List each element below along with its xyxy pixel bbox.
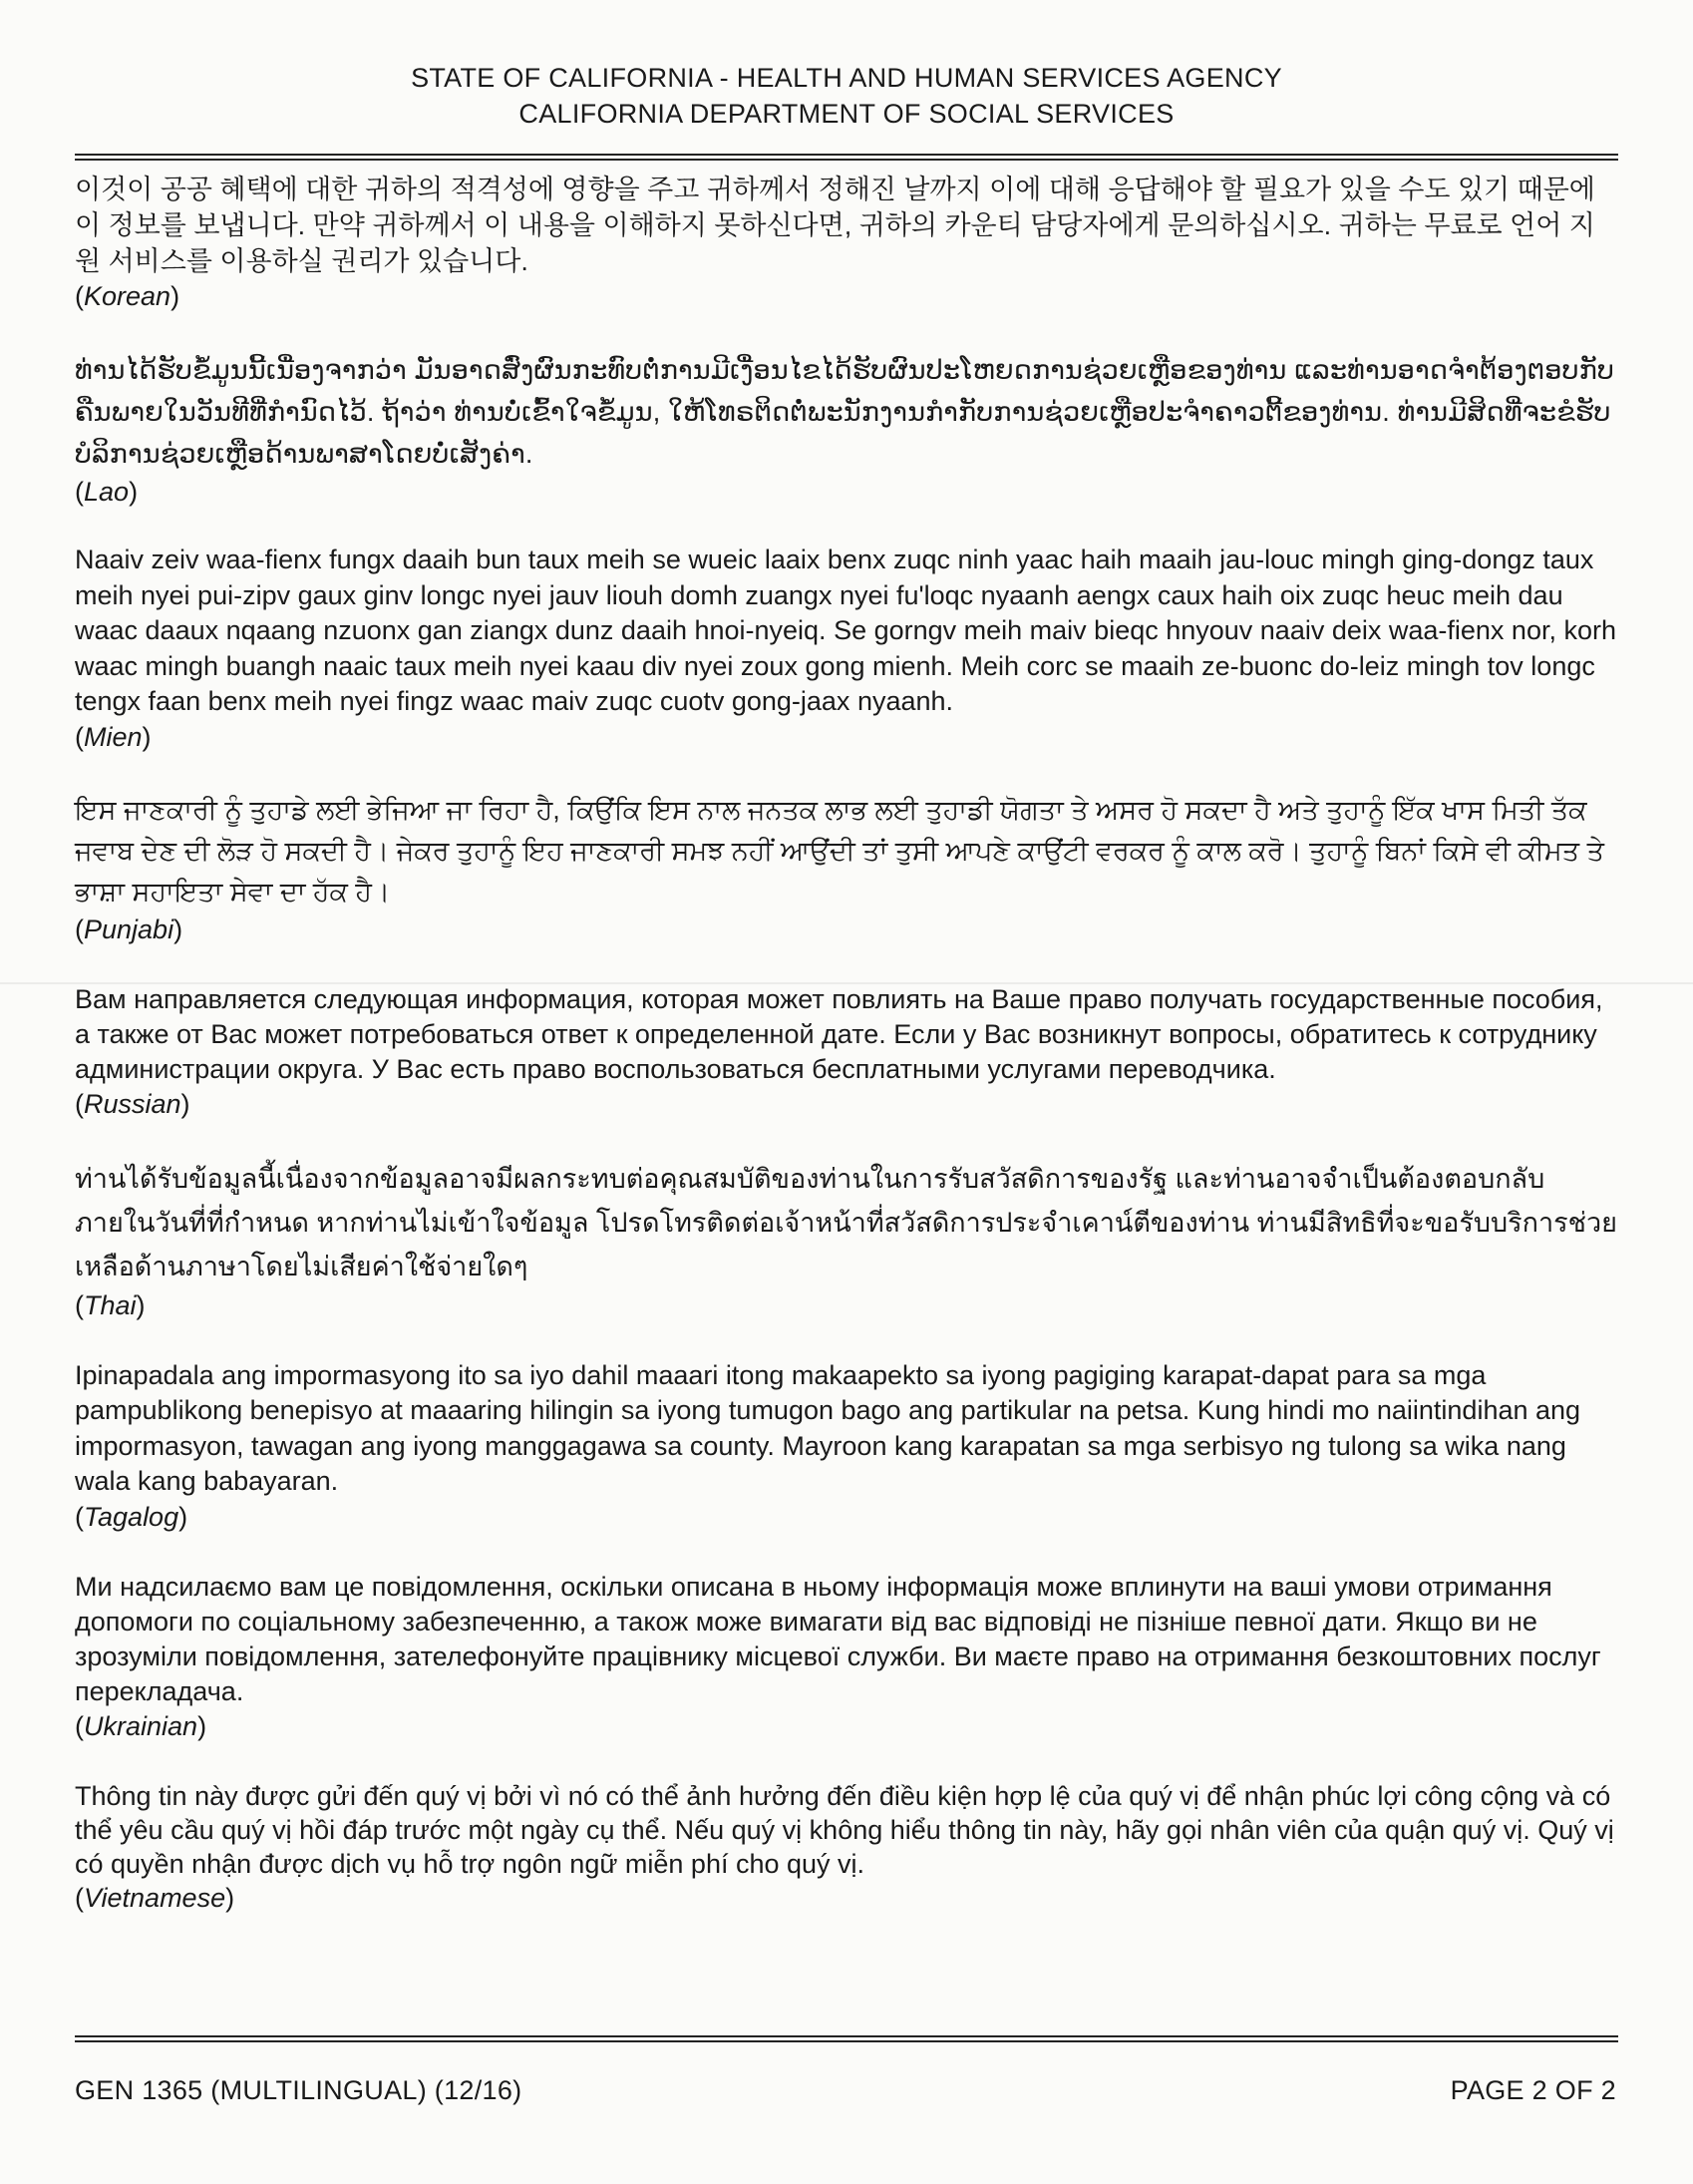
language-label: (Tagalog) (75, 1501, 188, 1532)
language-name: Russian (84, 1088, 181, 1119)
notice-punjabi (75, 790, 1618, 946)
language-name: Lao (84, 477, 130, 507)
language-name: Vietnamese (84, 1882, 226, 1913)
notice-text: Ipinapadala ang impormasyong ito sa iyo dahil maaari itong makaapekto sa iyong pagiging karapat-dapat para sa mga pampublikong benepisyo at maaaring hilingin sa iyong tumugon bago ang partikular na petsa. Kung hindi mo naiintindihan ang impormasyon, tawagan ang iyong manggagawa sa county. Mayroon kang karapatan sa mga serbisyo ng tulong sa wika nang wala kang babayaran. (75, 1359, 1581, 1496)
header-rule-bottom (75, 159, 1618, 161)
footer-rule-bottom (75, 2040, 1618, 2042)
header-agency: STATE OF CALIFORNIA - HEALTH AND HUMAN SERVICES AGENCY (411, 63, 1282, 93)
notice-vietnamese (75, 1779, 1618, 1915)
notice-mien (75, 543, 1618, 754)
language-label: (Punjabi) (75, 913, 183, 944)
page-number: PAGE 2 OF 2 (1450, 2075, 1616, 2105)
notice-text: Вам направляется следующая информация, которая может повлиять на Ваше право получать государственные пособия, а также от Вас может потребоваться ответ к определенной дате. Если у Вас возникнут вопросы, обратитесь к сотруднику администрации округа. У Вас есть право воспользоваться бесплатными услугами переводчика. (75, 983, 1603, 1084)
notice-text: ท่านได้รับข้อมูลนี้เนื่องจากข้อมูลอาจมีผลกระทบต่อคุณสมบัติของท่านในการรับสวัสดิการของรัฐ และท่านอาจจำเป็นต้องตอบกลับภายในวันที่ที่กำหนด หากท่านไม่เข้าใจข้อมูล โปรดโทรติดต่อเจ้าหน้าที่สวัสดิการประจำเคาน์ตีของท่าน ท่านมีสิทธิที่จะขอรับบริการช่วยเหลือด้านภาษาโดยไม่เสียค่าใช้จ่ายใดๆ (75, 1163, 1617, 1281)
notice-korean (75, 172, 1618, 313)
language-label: (Ukrainian) (75, 1710, 207, 1741)
language-label: (Russian) (75, 1088, 190, 1119)
language-name: Mien (84, 721, 143, 752)
notice-thai (75, 1157, 1618, 1322)
document-header (0, 60, 1693, 132)
form-identifier: GEN 1365 (MULTILINGUAL) (12/16) (75, 2075, 522, 2105)
notice-text: ਇਸ ਜਾਣਕਾਰੀ ਨੂੰ ਤੁਹਾਡੇ ਲਈ ਭੇਜਿਆ ਜਾ ਰਿਹਾ ਹੈ, ਕਿਉਂਕਿ ਇਸ ਨਾਲ ਜਨਤਕ ਲਾਭ ਲਈ ਤੁਹਾਡੀ ਯੋਗਤਾ ਤੇ ਅਸਰ ਹੋ ਸਕਦਾ ਹੈ ਅਤੇ ਤੁਹਾਨੂੰ ਇੱਕ ਖਾਸ ਮਿਤੀ ਤੱਕ ਜਵਾਬ ਦੇਣ ਦੀ ਲੋੜ ਹੋ ਸਕਦੀ ਹੈ। ਜੇਕਰ ਤੁਹਾਨੂੰ ਇਹ ਜਾਣਕਾਰੀ ਸਮਝ ਨਹੀਂ ਆਉਂਦੀ ਤਾਂ ਤੁਸੀ ਆਪਣੇ ਕਾਉਂਟੀ ਵਰਕਰ ਨੂੰ ਕਾਲ ਕਰੋ। ਤੁਹਾਨੂੰ ਬਿਨਾਂ ਕਿਸੇ ਵੀ ਕੀਮਤ ਤੇ ਭਾਸ਼ਾ ਸਹਾਇਤਾ ਸੇਵਾ ਦਾ ਹੱਕ ਹੈ। (75, 794, 1604, 907)
notice-tagalog (75, 1358, 1618, 1534)
notice-ukrainian (75, 1570, 1618, 1743)
language-label: (Vietnamese) (75, 1882, 235, 1913)
language-name: Korean (84, 281, 171, 311)
notice-text: Thông tin này được gửi đến quý vị bởi vì nó có thể ảnh hưởng đến điều kiện hợp lệ của quý vị để nhận phúc lợi công cộng và có thể yêu cầu quý vị hồi đáp trước một ngày cụ thể. Nếu quý vị không hiểu thông tin này, hãy gọi nhân viên của quận quý vị. Quý vị có quyền nhận được dịch vụ hỗ trợ ngôn ngữ miễn phí cho quý vị. (75, 1780, 1614, 1879)
notice-russian (75, 982, 1618, 1121)
header-rule-top (75, 154, 1618, 156)
language-name: Punjabi (84, 913, 174, 944)
language-name: Thai (84, 1289, 137, 1320)
language-name: Tagalog (84, 1501, 179, 1532)
notice-text: Naaiv zeiv waa-fienx fungx daaih bun taux meih se wueic laaix benx zuqc ninh yaac haih maaih jau-louc mingh ging-dongz taux meih nyei pui-zipv gaux ginv longc nyei jauv liouh domh zuangx nyei fu'loqc nyaanh aengx caux haih oix zuqc heuc meih dau waac daaux nqaang nzuonx gan ziangx dunz daaih hnoi-nyeiq. Se gorngv meih maiv bieqc hnyouv naaiv deix waa-fienx nor, korh waac mingh buangh naaic taux meih nyei kaau div nyei zoux gong mienh. Meih corc se maaih ze-buonc do-leiz mingh tov longc tengx faan benx meih nyei fingz waac maiv zuqc cuotv gong-jaax nyaanh. (75, 545, 1616, 716)
notice-text: ທ່ານໄດ້ຮັບຂໍ້ມູນນີ້ເນື່ອງຈາກວ່າ ມັນອາດສົ່ງຜົນກະທົບຕໍ່ການມີເງື່ອນໄຂໄດ້ຮັບຜົນປະໂຫຍດການຊ່ວຍເຫຼືອຂອງທ່ານ ແລະທ່ານອາດຈຳຕ້ອງຕອບກັບຄືນພາຍໃນວັນທີທີ່ກຳນົດໄວ້. ຖ້າວ່າ ທ່ານບໍ່ເຂົ້າໃຈຂໍ້ມູນ, ໃຫ້ໂທຣຕິດຕໍ່ພະນັກງານກຳກັບການຊ່ວຍເຫຼືອປະຈຳຄາວຕີ້ຂອງທ່ານ. ທ່ານມີສິດທີ່ຈະຂໍຮັບບໍລິການຊ່ວຍເຫຼືອດ້ານພາສາໂດຍບໍ່ເສັງຄ່າ. (75, 355, 1615, 469)
footer-rule-top (75, 2035, 1618, 2037)
language-name: Ukrainian (84, 1710, 198, 1741)
notice-lao (75, 349, 1618, 509)
language-label: (Mien) (75, 721, 152, 752)
header-department: CALIFORNIA DEPARTMENT OF SOCIAL SERVICES (518, 99, 1175, 129)
language-label: (Thai) (75, 1289, 146, 1320)
language-label: (Lao) (75, 477, 139, 507)
language-label: (Korean) (75, 281, 180, 311)
notice-text: Ми надсилаємо вам це повідомлення, оскільки описана в ньому інформація може вплинути на ваші умови отримання допомоги по соціальному забезпеченню, а також може вимагати від вас відповіді не пізніше певної дати. Якщо ви не зрозуміли повідомлення, зателефонуйте працівнику місцевої служби. Ви маєте право на отримання безкоштовних послуг перекладача. (75, 1571, 1601, 1706)
multilingual-notices (75, 172, 1618, 1915)
notice-text: 이것이 공공 혜택에 대한 귀하의 적격성에 영향을 주고 귀하께서 정해진 날까지 이에 대해 응답해야 할 필요가 있을 수도 있기 때문에 이 정보를 보냅니다. 만약 귀하께서 이 내용을 이해하지 못하신다면, 귀하의 카운티 담당자에게 문의하십시오. 귀하는 무료로 언어 지원 서비스를 이용하실 권리가 있습니다. (75, 175, 1595, 276)
